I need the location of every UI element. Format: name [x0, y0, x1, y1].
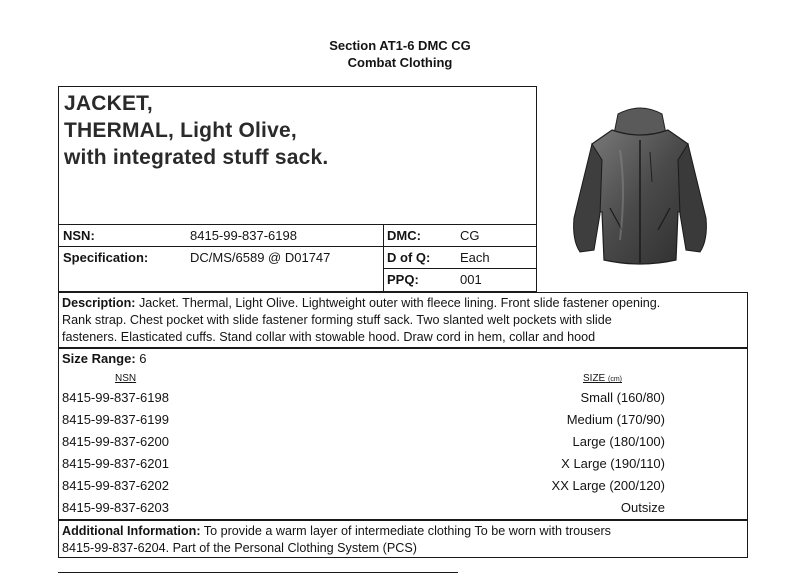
description — [62, 295, 746, 346]
item-title — [64, 90, 328, 171]
size-row-size: Outsize — [620, 500, 665, 515]
doq-label: D of Q: — [387, 250, 431, 265]
title-line-2: THERMAL, Light Olive, — [64, 119, 297, 142]
description-line-2: Rank strap. Chest pocket with slide fastener forming stuff sack. Two slanted welt pockets with slide — [62, 313, 612, 327]
size-range-value: 6 — [135, 351, 147, 366]
additional-info-line-2: 8415-99-837-6204. Part of the Personal Clothing System (PCS) — [62, 541, 417, 555]
description-line-3: fasteners. Elasticated cuffs. Stand collar with stowable hood. Draw cord in hem, collar and hood — [62, 330, 596, 344]
size-row-size: XX Large (200/120) — [551, 478, 665, 493]
description-label: Description: — [62, 296, 136, 310]
size-row-nsn: 8415-99-837-6198 — [62, 390, 169, 405]
footer-rule — [58, 572, 458, 573]
size-range — [62, 351, 147, 367]
nsn-value: 8415-99-837-6198 — [190, 228, 297, 243]
size-column-unit: (cm) — [608, 376, 623, 383]
size-row-size: X Large (190/110) — [561, 456, 665, 471]
nsn-column-header: NSN — [115, 373, 137, 384]
size-row-size: Medium (170/90) — [566, 412, 665, 427]
additional-info — [62, 523, 746, 557]
size-row-nsn: 8415-99-837-6203 — [62, 500, 169, 515]
additional-info-label: Additional Information: — [62, 524, 201, 538]
title-line-3: with integrated stuff sack. — [64, 146, 329, 169]
title-line-1: JACKET, — [64, 92, 153, 115]
additional-info-line-1: To provide a warm layer of intermediate clothing To be worn with trousers — [200, 524, 611, 538]
section-subtitle: Combat Clothing — [347, 55, 453, 70]
size-row-nsn: 8415-99-837-6201 — [62, 456, 169, 471]
size-range-label: Size Range: — [62, 351, 136, 366]
size-row-nsn: 8415-99-837-6199 — [62, 412, 169, 427]
jacket-photo — [560, 100, 720, 270]
size-row-size: Small (160/80) — [580, 390, 665, 405]
ppq-label: PPQ: — [387, 272, 419, 287]
size-row-nsn: 8415-99-837-6202 — [62, 478, 169, 493]
nsn-label: NSN: — [63, 228, 95, 243]
spec-value: DC/MS/6589 @ D01747 — [190, 250, 331, 265]
size-row-size: Large (180/100) — [572, 434, 665, 449]
dmc-value: CG — [460, 228, 480, 243]
size-column-label: SIZE — [583, 373, 606, 384]
doq-value: Each — [460, 250, 490, 265]
description-line-1: Jacket. Thermal, Light Olive. Lightweight outer with fleece lining. Front slide fastener opening. — [135, 296, 661, 310]
section-heading: Section AT1-6 DMC CG — [329, 38, 471, 53]
size-row-nsn: 8415-99-837-6200 — [62, 434, 169, 449]
size-column-header — [583, 373, 622, 384]
dmc-label: DMC: — [387, 228, 421, 243]
ppq-value: 001 — [460, 272, 482, 287]
spec-label: Specification: — [63, 250, 149, 265]
